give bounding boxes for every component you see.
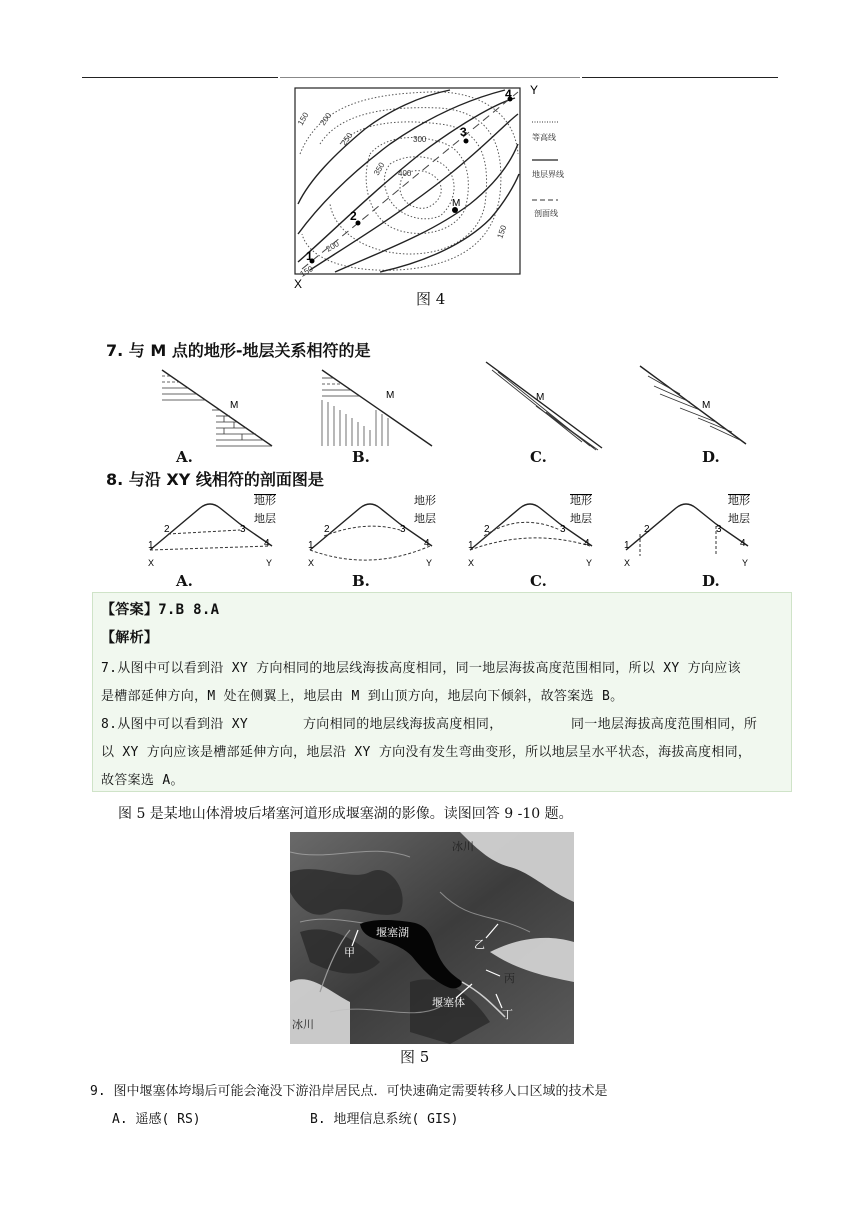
point-label-y: Y (530, 83, 539, 97)
q7-option-c-label: C. (530, 448, 547, 466)
svg-text:200: 200 (324, 239, 341, 254)
svg-text:1: 1 (148, 540, 154, 551)
svg-text:150: 150 (298, 264, 315, 279)
q8-option-b-label: B. (352, 572, 370, 590)
q8-option-d-label: D. (702, 572, 720, 590)
q8-a-legend-terrain: 地形 (254, 495, 276, 507)
point-label-2: 2 (350, 209, 357, 223)
svg-text:Y: Y (586, 558, 593, 568)
svg-text:350: 350 (371, 160, 387, 177)
header-rule-mid (280, 77, 580, 78)
svg-text:3: 3 (716, 524, 722, 535)
svg-text:4: 4 (584, 538, 590, 549)
q8-option-c-profile (460, 490, 610, 570)
map-legend (532, 122, 564, 218)
point-label-3: 3 (460, 125, 467, 139)
q7-option-a-label: A. (176, 448, 193, 466)
svg-text:200: 200 (318, 111, 334, 128)
explanation-line-4: 以 XY 方向应该是槽部延伸方向，地层沿 XY 方向没有发生弯曲变形，所以地层呈水平状态，海拔高度相同， (101, 745, 752, 760)
svg-text:X: X (468, 558, 475, 568)
q8-option-a-label: A. (176, 572, 193, 590)
point-label-m: M (452, 198, 461, 209)
label-glacier-top: 冰川 (452, 841, 474, 853)
point-label-x: X (294, 277, 303, 291)
point-label-1: 1 (306, 249, 313, 263)
svg-text:1: 1 (624, 540, 630, 551)
svg-text:地层: 地层 (570, 513, 592, 525)
explanation-line-3b: 方向相同的地层线海拔高度相同， (303, 717, 503, 732)
explanation-line-5: 故答案选 A。 (101, 773, 184, 788)
q7-option-b-label: B. (352, 448, 370, 466)
svg-text:3: 3 (400, 524, 406, 535)
svg-text:X: X (624, 558, 631, 568)
legend-contour: 等高线 (532, 133, 556, 142)
q8-option-b-profile (300, 490, 450, 570)
q8-a-legend-strata: 地层 (254, 513, 276, 525)
svg-text:400: 400 (398, 169, 412, 178)
svg-text:X: X (308, 558, 315, 568)
svg-text:250: 250 (339, 131, 355, 148)
legend-section: 剖面线 (534, 209, 558, 218)
svg-text:Y: Y (426, 558, 433, 568)
label-dam: 堰塞体 (432, 997, 465, 1009)
svg-text:1: 1 (308, 540, 314, 551)
answer-line: 【答案】7.B 8.A (101, 602, 220, 618)
explanation-line-1: 7.从图中可以看到沿 XY 方向相同的地层线海拔高度相同，同一地层海拔高度范围相同，所以 XY 方向应该 (101, 661, 741, 676)
svg-text:300: 300 (413, 135, 427, 144)
label-bing: 丙 (504, 973, 515, 985)
svg-text:1: 1 (468, 540, 474, 551)
q8-option-a-profile (140, 490, 290, 570)
svg-text:2: 2 (644, 524, 650, 535)
q9-option-a: A. 遥感( RS) (112, 1112, 201, 1127)
svg-text:150: 150 (495, 224, 509, 240)
svg-text:4: 4 (264, 538, 270, 549)
q7-option-c-diagram (486, 362, 606, 452)
explanation-line-3a: 8.从图中可以看到沿 XY (101, 717, 249, 732)
label-ding: 丁 (502, 1009, 513, 1021)
label-lake: 堰塞湖 (376, 927, 409, 939)
explanation-line-2: 是槽部延伸方向，M 处在侧翼上，地层由 M 到山顶方向，地层向下倾斜，故答案选 B。 (101, 689, 624, 704)
q7-option-a-diagram (162, 370, 282, 450)
figure-5-caption: 图 5 (400, 1048, 430, 1066)
svg-text:地层: 地层 (414, 513, 436, 525)
figure-5-satellite-image (290, 832, 574, 1044)
svg-text:地形: 地形 (414, 495, 436, 507)
point-label-4: 4 (505, 87, 512, 101)
q7-c-m-label: M (536, 392, 545, 403)
label-yi: 乙 (474, 939, 485, 951)
header-rule-left (82, 77, 278, 78)
svg-text:4: 4 (740, 538, 746, 549)
q7-option-b-diagram (322, 370, 442, 450)
header-rule-right (582, 77, 778, 78)
q8-option-c-label: C. (530, 572, 547, 590)
svg-text:Y: Y (742, 558, 749, 568)
question-7-text: 7. 与 M 点的地形-地层关系相符的是 (106, 341, 371, 360)
svg-text:150: 150 (295, 110, 311, 127)
q7-a-m-label: M (230, 400, 239, 411)
q8-option-d-profile (616, 490, 766, 570)
svg-text:Y: Y (266, 558, 273, 568)
svg-text:X: X (148, 558, 155, 568)
svg-text:3: 3 (560, 524, 566, 535)
question-8-text: 8. 与沿 XY 线相符的剖面图是 (106, 470, 324, 489)
figure-4-contour-map (290, 83, 564, 294)
svg-text:地形: 地形 (570, 495, 592, 507)
svg-text:2: 2 (164, 524, 170, 535)
answer-explanation-box (92, 592, 792, 792)
q7-b-m-label: M (386, 390, 395, 401)
figure-4-caption: 图 4 (416, 290, 446, 308)
label-glacier-bottom: 冰川 (292, 1019, 314, 1031)
q9-option-b: B. 地理信息系统( GIS) (310, 1112, 459, 1127)
svg-text:地层: 地层 (728, 513, 750, 525)
svg-text:2: 2 (324, 524, 330, 535)
svg-text:4: 4 (424, 538, 430, 549)
q7-d-m-label: M (702, 400, 711, 411)
legend-strata: 地层界线 (532, 170, 564, 179)
svg-text:地形: 地形 (728, 495, 750, 507)
svg-text:3: 3 (240, 524, 246, 535)
explanation-line-3c: 同一地层海拔高度范围相同，所 (571, 717, 758, 732)
question-9-text: 9. 图中堰塞体垮塌后可能会淹没下游沿岸居民点．可快速确定需要转移人口区域的技术是 (90, 1084, 608, 1099)
label-jia: 甲 (344, 947, 355, 959)
q7-option-d-diagram (640, 366, 750, 448)
q7-option-d-label: D. (702, 448, 720, 466)
explanation-heading: 【解析】 (101, 630, 159, 646)
figure-5-intro: 图 5 是某地山体滑坡后堵塞河道形成堰塞湖的影像。读图回答 9 -10 题。 (118, 806, 573, 822)
svg-text:2: 2 (484, 524, 490, 535)
